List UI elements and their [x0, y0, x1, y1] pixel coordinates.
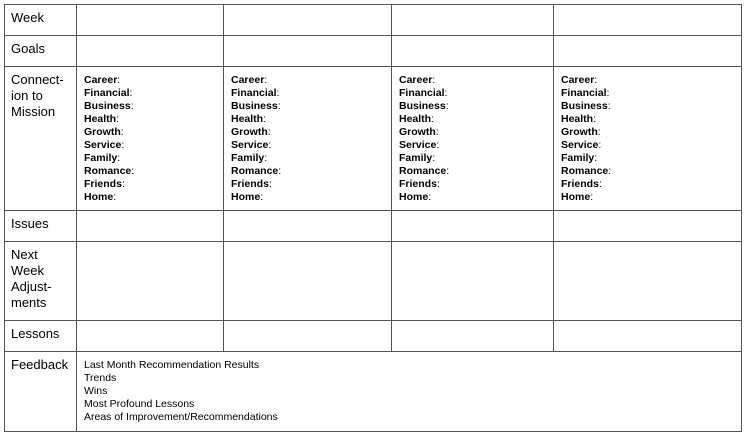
connection-cell-3[interactable] [392, 67, 554, 211]
connection-item: Growth: [84, 126, 124, 138]
feedback-item: Areas of Improvement/Recommendations [84, 411, 278, 423]
connection-item: Financial: [231, 87, 280, 99]
connection-item: Family: [84, 152, 121, 164]
row-feedback [5, 352, 742, 432]
week-cell-3[interactable] [392, 5, 554, 36]
connection-item: Home: [399, 191, 432, 203]
connection-item: Service: [399, 139, 440, 151]
weekly-planning-grid [4, 4, 742, 432]
row-goals [5, 36, 742, 67]
connection-item: Career: [561, 74, 598, 86]
goals-cell-2[interactable] [224, 36, 392, 67]
feedback-label: Feedback [5, 352, 77, 432]
connection-item: Romance: [399, 165, 450, 177]
connection-item: Business: [561, 100, 611, 112]
feedback-cell[interactable] [77, 352, 742, 432]
week-label: Week [5, 5, 77, 36]
connection-cell-2[interactable] [224, 67, 392, 211]
connection-item: Service: [231, 139, 272, 151]
feedback-item: Last Month Recommendation Results [84, 359, 260, 371]
issues-label: Issues [5, 211, 77, 242]
row-lessons [5, 321, 742, 352]
connection-item: Financial: [561, 87, 610, 99]
connection-item: Business: [399, 100, 449, 112]
goals-cell-3[interactable] [392, 36, 554, 67]
lessons-cell-2[interactable] [224, 321, 392, 352]
issues-cell-4[interactable] [554, 211, 742, 242]
adjustments-cell-4[interactable] [554, 242, 742, 321]
row-issues [5, 211, 742, 242]
lessons-cell-1[interactable] [77, 321, 224, 352]
row-connection [5, 67, 742, 211]
connection-item: Financial: [399, 87, 448, 99]
connection-item: Growth: [399, 126, 439, 138]
connection-item: Health: [561, 113, 597, 125]
connection-item: Romance: [84, 165, 135, 177]
connection-item: Friends: [231, 178, 272, 190]
connection-item: Home: [84, 191, 117, 203]
adjustments-cell-1[interactable] [77, 242, 224, 321]
feedback-item: Wins [84, 385, 108, 397]
lessons-cell-4[interactable] [554, 321, 742, 352]
lessons-cell-3[interactable] [392, 321, 554, 352]
feedback-item: Trends [84, 372, 117, 384]
week-cell-4[interactable] [554, 5, 742, 36]
connection-cell-1[interactable] [77, 67, 224, 211]
connection-item: Friends: [561, 178, 602, 190]
adjustments-cell-2[interactable] [224, 242, 392, 321]
issues-cell-3[interactable] [392, 211, 554, 242]
connection-item: Career: [231, 74, 268, 86]
connection-item: Friends: [399, 178, 440, 190]
connection-item: Health: [231, 113, 267, 125]
connection-item: Career: [399, 74, 436, 86]
goals-cell-1[interactable] [77, 36, 224, 67]
connection-item: Home: [561, 191, 594, 203]
connection-item: Service: [561, 139, 602, 151]
connection-item: Growth: [561, 126, 601, 138]
adjustments-label: Next Week Adjust- ments [5, 242, 77, 321]
connection-item: Business: [231, 100, 281, 112]
connection-item: Financial: [84, 87, 133, 99]
connection-item: Health: [84, 113, 120, 125]
feedback-item: Most Profound Lessons [84, 398, 195, 410]
connection-item: Family: [561, 152, 598, 164]
connection-item: Health: [399, 113, 435, 125]
connection-item: Family: [231, 152, 268, 164]
connection-item: Family: [399, 152, 436, 164]
adjustments-cell-3[interactable] [392, 242, 554, 321]
connection-item: Friends: [84, 178, 125, 190]
connection-item: Home: [231, 191, 264, 203]
connection-item: Career: [84, 74, 121, 86]
connection-item: Growth: [231, 126, 271, 138]
issues-cell-1[interactable] [77, 211, 224, 242]
week-cell-2[interactable] [224, 5, 392, 36]
connection-label: Connect- ion to Mission [5, 67, 77, 211]
row-adjustments [5, 242, 742, 321]
row-week [5, 5, 742, 36]
issues-cell-2[interactable] [224, 211, 392, 242]
connection-cell-4[interactable] [554, 67, 742, 211]
connection-item: Romance: [561, 165, 612, 177]
lessons-label: Lessons [5, 321, 77, 352]
connection-item: Business: [84, 100, 134, 112]
connection-item: Romance: [231, 165, 282, 177]
goals-label: Goals [5, 36, 77, 67]
goals-cell-4[interactable] [554, 36, 742, 67]
week-cell-1[interactable] [77, 5, 224, 36]
connection-item: Service: [84, 139, 125, 151]
